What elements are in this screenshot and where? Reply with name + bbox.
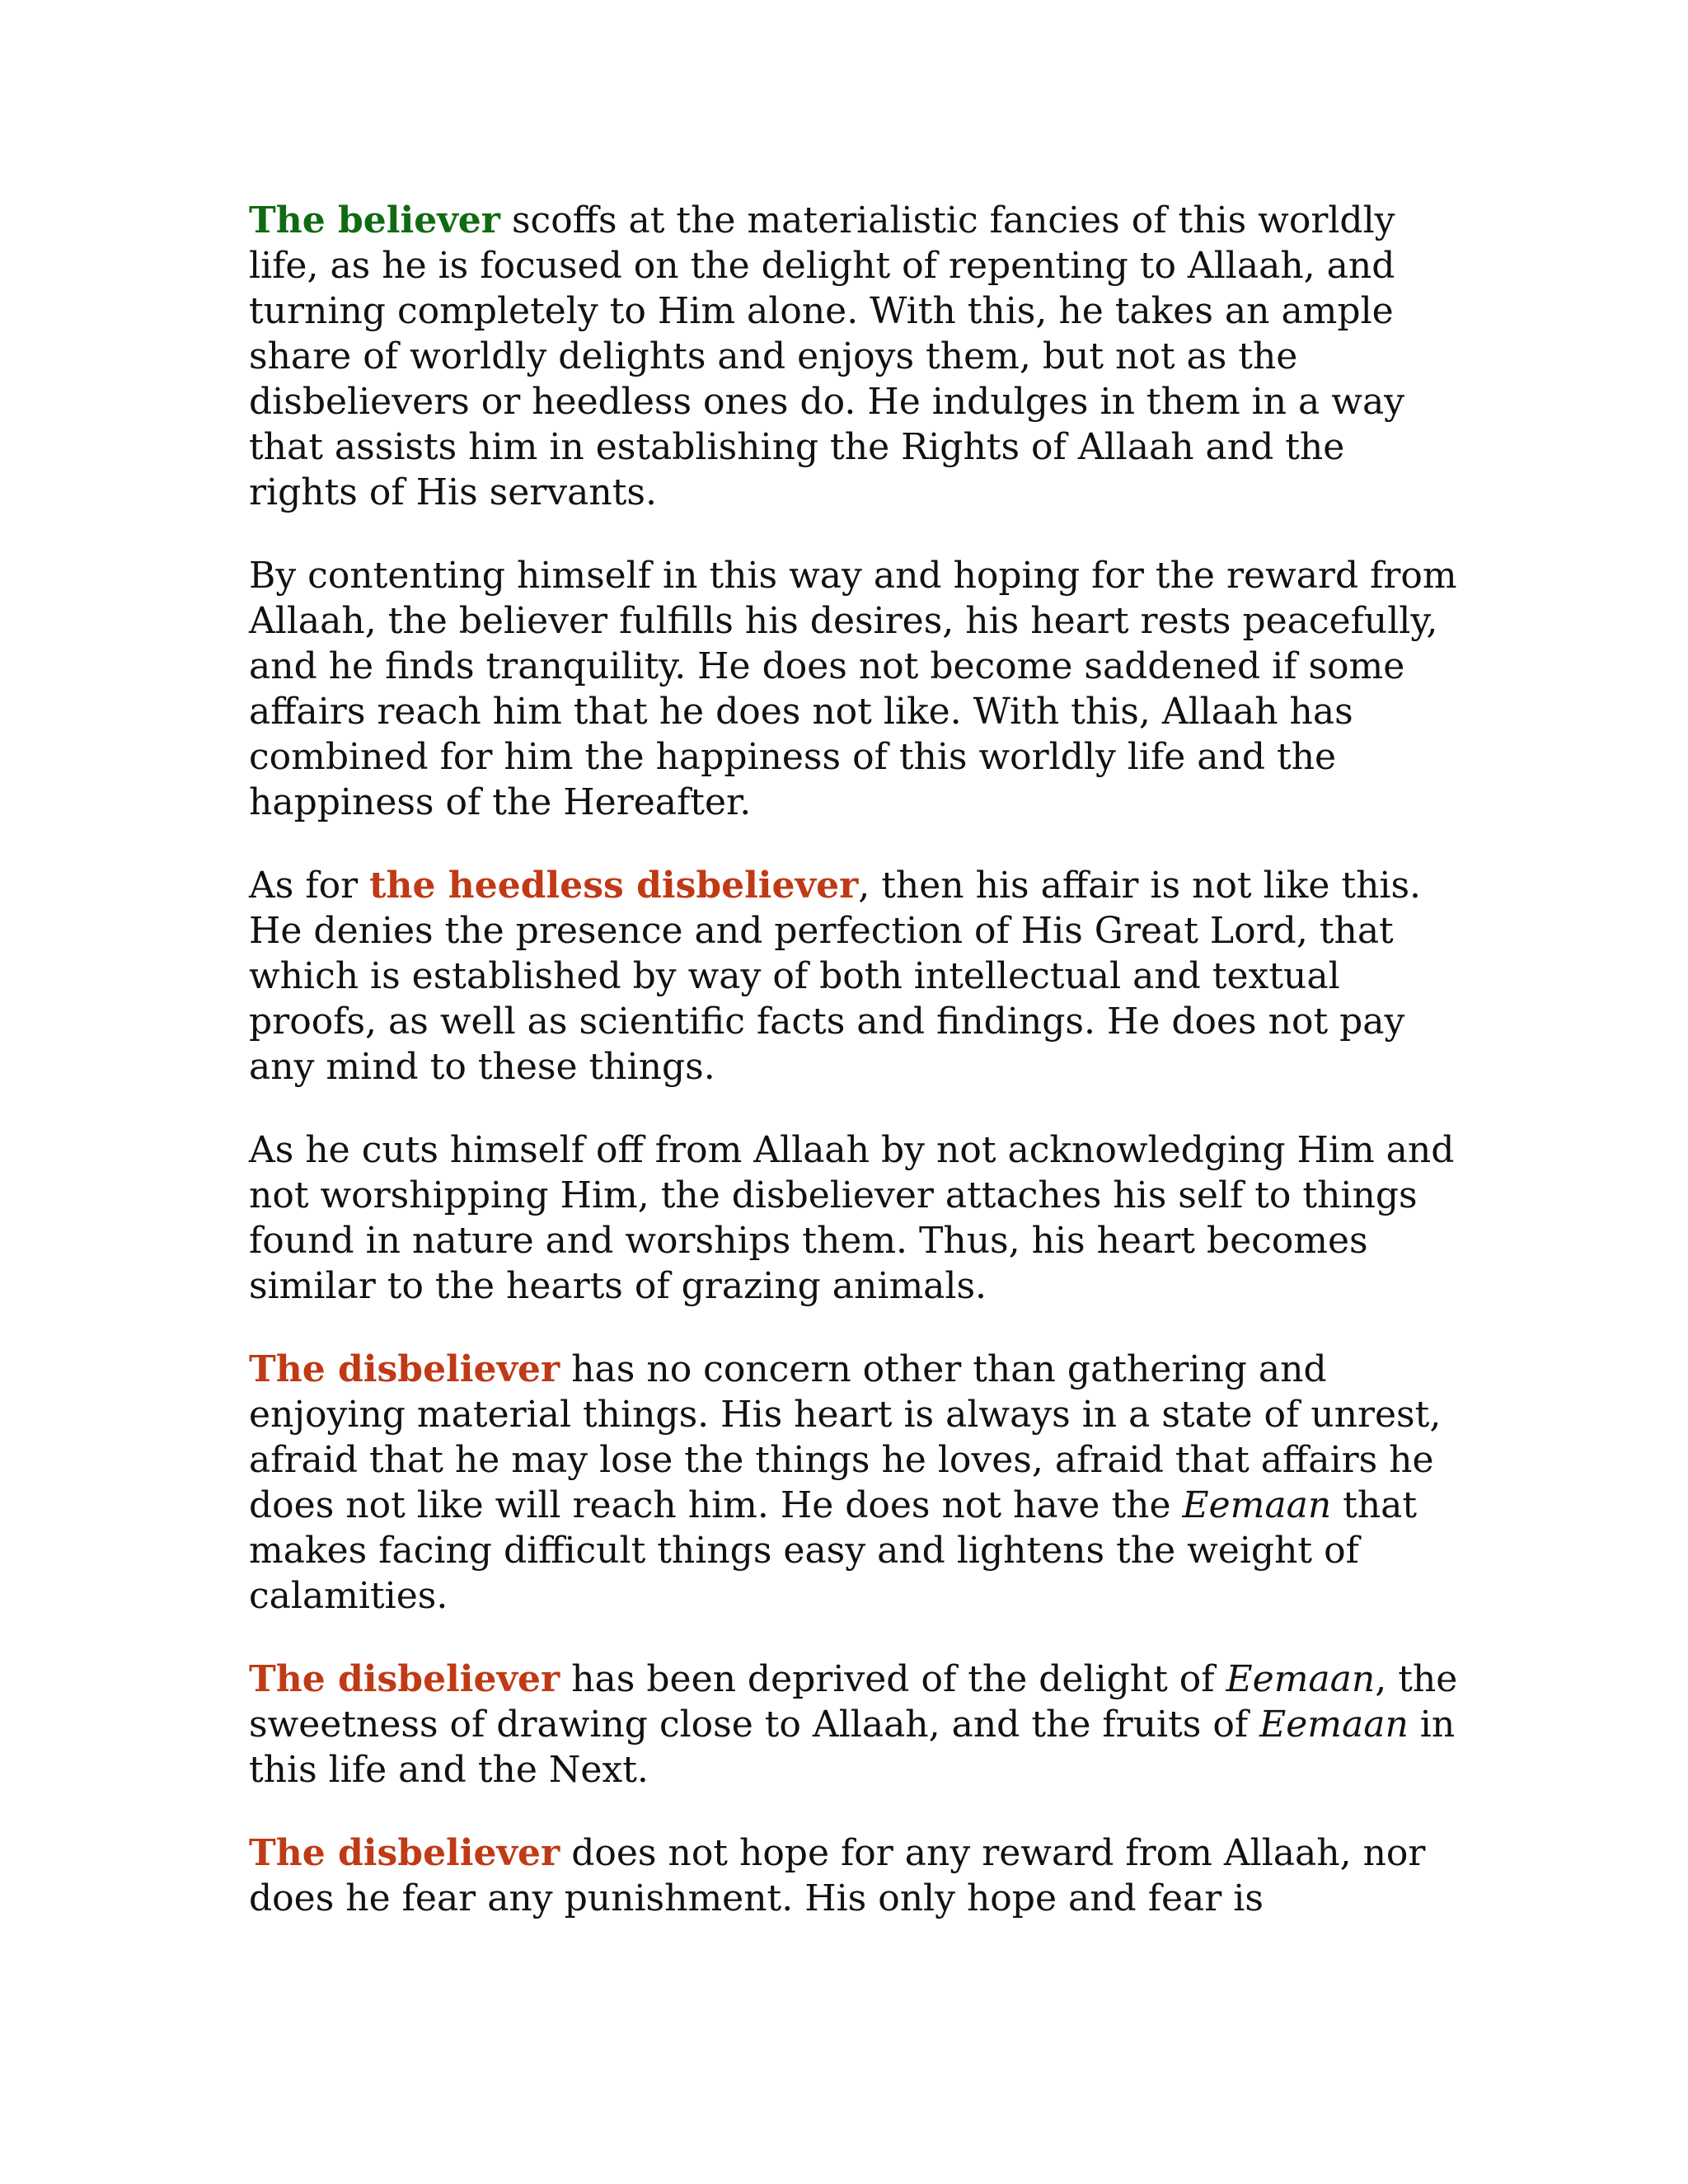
paragraph-text: , then his affair is not like this. He denies the presence and perfection of His Great Lord, that which is established by way of both intellectual and textual proofs, as well as scientific facts and findings. He does not pay any mind to these things. (249, 865, 1422, 1088)
paragraph-disbeliever-hope (249, 1830, 1461, 1921)
paragraph-believer (249, 198, 1461, 515)
highlight-disbeliever: The disbeliever (249, 1348, 560, 1390)
paragraph-text: has been deprived of the delight of (560, 1658, 1226, 1700)
paragraph-heedless-disbeliever (249, 863, 1461, 1090)
paragraph-text: does not hope for any reward from Allaah, nor does he fear any punishment. His only hope and fear is (249, 1832, 1426, 1919)
paragraph-text: in this life and the Next. (249, 1704, 1456, 1791)
paragraph-text: By contenting himself in this way and hoping for the reward from Allaah, the believer fulfills his desires, his heart rests peacefully, and he finds tranquility. He does not become saddened if some affairs reach him that he does not like. With this, Allaah has combined for him the happiness of this worldly life and the happiness of the Hereafter. (249, 555, 1457, 823)
italic-term: Eemaan (1182, 1484, 1332, 1526)
italic-term: Eemaan (1259, 1704, 1409, 1746)
paragraph-disbeliever-deprived (249, 1657, 1461, 1793)
highlight-disbeliever: The disbeliever (249, 1658, 560, 1700)
highlight-disbeliever: The disbeliever (249, 1832, 560, 1874)
paragraph-disbeliever-concern (249, 1347, 1461, 1619)
paragraph-text: As he cuts himself off from Allaah by not acknowledging Him and not worshipping Him, the disbeliever attaches his self to things found in nature and worships them. Thus, his heart becomes similar to the hearts of grazing animals. (249, 1129, 1455, 1307)
paragraph-text: has no concern other than gathering and enjoying material things. His heart is always in a state of unrest, afraid that he may lose the things he loves, afraid that affairs he does not like will reach him. He does not have the (249, 1348, 1442, 1526)
paragraph-text: As for (249, 865, 370, 907)
paragraph-cuts-himself-off (249, 1127, 1461, 1309)
document-body (249, 198, 1461, 1959)
paragraph-text: scoffs at the materialistic fancies of this worldly life, as he is focused on the delight of repenting to Allaah, and turning completely to Him alone. With this, he takes an ample share of worldly delights and enjoys them, but not as the disbelievers or heedless ones do. He indulges in them in a way that assists him in establishing the Rights of Allaah and the rights of His servants. (249, 199, 1405, 513)
paragraph-contentment (249, 553, 1461, 825)
paragraph-text: that makes facing difficult things easy and lightens the weight of calamities. (249, 1484, 1418, 1617)
highlight-believer: The believer (249, 199, 500, 241)
italic-term: Eemaan (1226, 1658, 1376, 1700)
paragraph-text: , the sweetness of drawing close to Allaah, and the fruits of (249, 1658, 1458, 1746)
highlight-heedless-disbeliever: the heedless disbeliever (369, 865, 859, 907)
